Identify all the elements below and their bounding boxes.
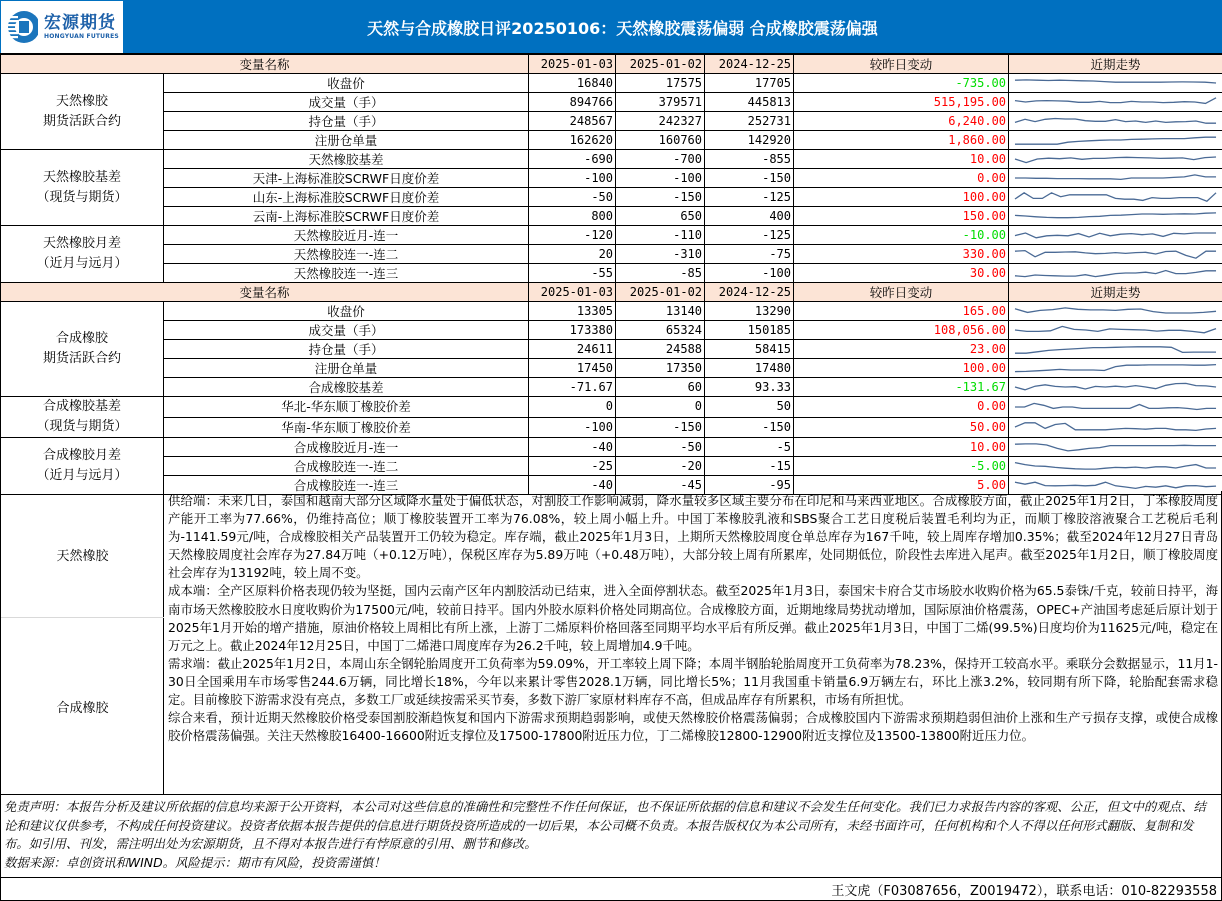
value-date-1: 20 — [529, 245, 616, 264]
value-date-1: -100 — [529, 169, 616, 188]
cost-paragraph: 成本端：全产区原料价格表现仍较为坚挺，国内云南产区年内割胶活动已结束，进入全面停割状态。截至2025年1月3日，泰国宋卡府合艾市场胶水收购价格为65.5泰铢/千克，较前日持平，海南市场天然橡胶胶水日度收购价为17500元/吨，较前日持平。国内外胶水原料价格处同期高位。合成橡胶方面，近期地缘局势扰动增加，国际原油价格震荡，OPEC+产油国考虑延后原计划于2025年1月开始的增产措施，原油价格较上周相比有所上涨，上游丁二烯原料价格回落至同期平均水平后有所反弹。截止2025年1月3日，中国丁二烯(99.5%)日度均价为11625元/吨，稳定在万元之上。截止2024年12月25日，中国丁二烯港口周度库存为26.2千吨，较上周增加4.9千吨。 — [168, 583, 1218, 653]
daily-change: 50.00 — [794, 417, 1009, 438]
trend-sparkline — [1009, 245, 1222, 264]
value-date-3: -100 — [705, 264, 794, 283]
daily-change: 30.00 — [794, 264, 1009, 283]
company-logo — [1, 1, 123, 53]
daily-change: 100.00 — [794, 359, 1009, 378]
value-date-2: 65324 — [616, 321, 705, 340]
header-trend: 近期走势 — [1009, 55, 1222, 74]
value-date-2: 379571 — [616, 93, 705, 112]
value-date-2: 24588 — [616, 340, 705, 359]
trend-sparkline — [1009, 226, 1222, 245]
value-date-2: -150 — [616, 188, 705, 207]
value-date-1: -120 — [529, 226, 616, 245]
value-date-1: 17450 — [529, 359, 616, 378]
commentary-text — [165, 491, 1221, 794]
variable-name: 天津-上海标准胶SCRWF日度价差 — [164, 169, 529, 188]
value-date-3: -15 — [705, 457, 794, 476]
daily-change: 10.00 — [794, 150, 1009, 169]
daily-change: 150.00 — [794, 207, 1009, 226]
table-row — [1, 359, 1222, 378]
daily-change: 0.00 — [794, 169, 1009, 188]
value-date-2: 17350 — [616, 359, 705, 378]
variable-name: 天然橡胶连一-连三 — [164, 264, 529, 283]
group-label: 天然橡胶基差 （现货与期货） — [1, 150, 164, 226]
value-date-2: -50 — [616, 438, 705, 457]
table-row — [1, 245, 1222, 264]
header-date-1: 2025-01-03 — [529, 283, 616, 302]
variable-name: 成交量（手） — [164, 93, 529, 112]
group-label: 合成橡胶月差 （近月与远月） — [1, 438, 164, 495]
trend-sparkline — [1009, 359, 1222, 378]
variable-name: 持仓量（手） — [164, 340, 529, 359]
logo-english-name: HONGYUAN FUTURES — [44, 33, 119, 40]
data-source-text: 数据来源：卓创资讯和WIND。风险提示：期市有风险，投资需谨慎！ — [4, 854, 386, 870]
table-row — [1, 378, 1222, 397]
variable-name: 华北-华东顺丁橡胶价差 — [164, 397, 529, 418]
header-date-1: 2025-01-03 — [529, 55, 616, 74]
commentary-label-synthetic: 合成橡胶 — [56, 700, 109, 716]
table-row — [1, 112, 1222, 131]
daily-change: 23.00 — [794, 340, 1009, 359]
trend-sparkline — [1009, 397, 1222, 418]
value-date-3: 58415 — [705, 340, 794, 359]
daily-change: 165.00 — [794, 302, 1009, 321]
value-date-2: -85 — [616, 264, 705, 283]
table-row — [1, 397, 1222, 418]
value-date-1: 24611 — [529, 340, 616, 359]
table-row — [1, 169, 1222, 188]
value-date-3: -75 — [705, 245, 794, 264]
value-date-2: 60 — [616, 378, 705, 397]
value-date-1: 800 — [529, 207, 616, 226]
trend-sparkline — [1009, 340, 1222, 359]
variable-name: 云南-上海标准胶SCRWF日度价差 — [164, 207, 529, 226]
value-date-1: 13305 — [529, 302, 616, 321]
variable-name: 合成橡胶基差 — [164, 378, 529, 397]
logo-chinese-name: 宏源期货 — [44, 13, 116, 33]
daily-change: -10.00 — [794, 226, 1009, 245]
demand-paragraph: 需求端：截止2025年1月2日，本周山东全钢轮胎周度开工负荷率为59.09%，开工率较上周下降；本周半钢胎轮胎周度开工负荷率为78.23%，保持开工较高水平。乘联分会数据显示，11月1-30日全国乘用车市场零售244.6万辆，同比增长18%，今年以来累计零售2028.1万辆，同比增长5%；11月我国重卡销量6.9万辆左右，环比上涨3.2%，较同期有所下降，轮胎配套需求稳定。目前橡胶下游需求没有亮点，多数工厂或延续按需采买节奏，多数下游厂家原材料库存不高，但成品库存有所累积，市场有所担忧。 — [168, 655, 1218, 708]
header-date-2: 2025-01-02 — [616, 55, 705, 74]
header-change: 较昨日变动 — [794, 55, 1009, 74]
value-date-1: -100 — [529, 417, 616, 438]
value-date-2: 13140 — [616, 302, 705, 321]
table-row — [1, 207, 1222, 226]
value-date-3: 252731 — [705, 112, 794, 131]
header-date-3: 2024-12-25 — [705, 55, 794, 74]
commentary-label-natural: 天然橡胶 — [1, 491, 164, 618]
header-trend: 近期走势 — [1009, 283, 1222, 302]
daily-change: 100.00 — [794, 188, 1009, 207]
trend-sparkline — [1009, 378, 1222, 397]
variable-name: 注册仓单量 — [164, 131, 529, 150]
value-date-2: 650 — [616, 207, 705, 226]
table-row — [1, 438, 1222, 457]
daily-change: 108,056.00 — [794, 321, 1009, 340]
trend-sparkline — [1009, 457, 1222, 476]
value-date-3: -95 — [705, 476, 794, 495]
variable-name: 持仓量（手） — [164, 112, 529, 131]
trend-sparkline — [1009, 417, 1222, 438]
value-date-3: -125 — [705, 188, 794, 207]
value-date-1: -40 — [529, 476, 616, 495]
header-change: 较昨日变动 — [794, 283, 1009, 302]
value-date-2: -45 — [616, 476, 705, 495]
trend-sparkline — [1009, 169, 1222, 188]
variable-name: 合成橡胶近月-连一 — [164, 438, 529, 457]
value-date-2: 17575 — [616, 74, 705, 93]
value-date-2: -310 — [616, 245, 705, 264]
table-row — [1, 321, 1222, 340]
value-date-3: 50 — [705, 397, 794, 418]
value-date-2: -150 — [616, 417, 705, 438]
group-label: 合成橡胶基差 （现货与期货） — [1, 397, 164, 438]
value-date-2: -110 — [616, 226, 705, 245]
variable-name: 山东-上海标准胶SCRWF日度价差 — [164, 188, 529, 207]
trend-sparkline — [1009, 321, 1222, 340]
commentary-section — [0, 491, 1222, 795]
trend-sparkline — [1009, 264, 1222, 283]
header-date-3: 2024-12-25 — [705, 283, 794, 302]
variable-name: 华南-华东顺丁橡胶价差 — [164, 417, 529, 438]
value-date-3: 17705 — [705, 74, 794, 93]
report-header — [0, 0, 1222, 54]
value-date-3: -150 — [705, 417, 794, 438]
header-variable-name: 变量名称 — [1, 55, 529, 74]
value-date-1: -55 — [529, 264, 616, 283]
value-date-1: 248567 — [529, 112, 616, 131]
value-date-3: 17480 — [705, 359, 794, 378]
variable-name: 收盘价 — [164, 74, 529, 93]
daily-change: 0.00 — [794, 397, 1009, 418]
disclaimer-section — [0, 795, 1222, 878]
report-title: 天然与合成橡胶日评20250106：天然橡胶震荡偏弱 合成橡胶震荡偏强 — [367, 18, 878, 38]
trend-sparkline — [1009, 150, 1222, 169]
value-date-1: 0 — [529, 397, 616, 418]
table-row — [1, 93, 1222, 112]
variable-name: 注册仓单量 — [164, 359, 529, 378]
value-date-1: 173380 — [529, 321, 616, 340]
value-date-1: -690 — [529, 150, 616, 169]
variable-name: 天然橡胶近月-连一 — [164, 226, 529, 245]
trend-sparkline — [1009, 188, 1222, 207]
variable-name: 收盘价 — [164, 302, 529, 321]
value-date-2: -100 — [616, 169, 705, 188]
column-header-row — [1, 283, 1222, 302]
value-date-3: -5 — [705, 438, 794, 457]
table-row — [1, 74, 1222, 93]
table-row — [1, 417, 1222, 438]
table-row — [1, 188, 1222, 207]
trend-sparkline — [1009, 93, 1222, 112]
value-date-1: 162620 — [529, 131, 616, 150]
header-date-2: 2025-01-02 — [616, 283, 705, 302]
table-row — [1, 226, 1222, 245]
daily-change: 1,860.00 — [794, 131, 1009, 150]
value-date-2: -700 — [616, 150, 705, 169]
value-date-2: 160760 — [616, 131, 705, 150]
group-label: 天然橡胶 期货活跃合约 — [1, 74, 164, 150]
value-date-3: 13290 — [705, 302, 794, 321]
logo-icon — [6, 7, 38, 47]
variable-name: 合成橡胶连一-连二 — [164, 457, 529, 476]
value-date-2: 0 — [616, 397, 705, 418]
column-header-row — [1, 55, 1222, 74]
table-row — [1, 150, 1222, 169]
variable-name: 合成橡胶连一-连三 — [164, 476, 529, 495]
value-date-1: -25 — [529, 457, 616, 476]
daily-change: -131.67 — [794, 378, 1009, 397]
value-date-1: 16840 — [529, 74, 616, 93]
value-date-3: 93.33 — [705, 378, 794, 397]
value-date-2: 242327 — [616, 112, 705, 131]
disclaimer-text: 免责声明：本报告分析及建议所依据的信息均来源于公开资料，本公司对这些信息的准确性和完整性不作任何保证，也不保证所依据的信息和建议不会发生任何变化。我们已力求报告内容的客观、公正，但文中的观点、结论和建议仅供参考，不构成任何投资建议。投资者依据本报告提供的信息进行期货投资所造成的一切后果，本公司概不负责。本报告版权仅为本公司所有，未经书面许可，任何机构和个人不得以任何形式翻版、复制和发布。如引用、刊发，需注明出处为宏源期货，且不得对本报告进行有悖原意的引用、删节和修改。 — [4, 799, 1206, 851]
value-date-1: -71.67 — [529, 378, 616, 397]
variable-name: 天然橡胶基差 — [164, 150, 529, 169]
daily-change: -5.00 — [794, 457, 1009, 476]
value-date-2: -20 — [616, 457, 705, 476]
value-date-3: -855 — [705, 150, 794, 169]
value-date-3: 445813 — [705, 93, 794, 112]
table-row — [1, 131, 1222, 150]
value-date-1: -40 — [529, 438, 616, 457]
value-date-3: -125 — [705, 226, 794, 245]
table-row — [1, 340, 1222, 359]
value-date-1: 894766 — [529, 93, 616, 112]
table-row — [1, 302, 1222, 321]
group-label: 天然橡胶月差 （近月与远月） — [1, 226, 164, 283]
group-label: 合成橡胶 期货活跃合约 — [1, 302, 164, 397]
trend-sparkline — [1009, 112, 1222, 131]
daily-change: 330.00 — [794, 245, 1009, 264]
supply-paragraph: 供给端：未来几日，泰国和越南大部分区域降水量处于偏低状态，对割胶工作影响减弱，降水量较多区域主要分布在印尼和马来西亚地区。合成橡胶方面，截止2025年1月2日，丁苯橡胶周度产能开工率为77.66%，仍维持高位；顺丁橡胶装置开工率为76.08%，较上周小幅上升。中国丁苯橡胶乳液和SBS聚合工艺日度税后装置毛利均为正，而顺丁橡胶溶液聚合工艺税后毛利为-1141.59元/吨，合成橡胶相关产品装置开工仍较为稳定。库存端，截止2025年1月3日，上期所天然橡胶周度仓单总库存为167千吨，较上周库存增加0.35%；截至2024年12月27日青岛天然橡胶周度社会库存为27.84万吨（+0.12万吨），保税区库存为5.89万吨（+0.48万吨），大部分较上周有所累库，处同期低位，阶段性去库进入尾声。截至2025年1月2日，顺丁橡胶周度社会库存为13192吨，较上周不变。 — [168, 493, 1218, 581]
value-date-3: -150 — [705, 169, 794, 188]
trend-sparkline — [1009, 207, 1222, 226]
header-variable-name: 变量名称 — [1, 283, 529, 302]
value-date-3: 142920 — [705, 131, 794, 150]
trend-sparkline — [1009, 438, 1222, 457]
trend-sparkline — [1009, 302, 1222, 321]
table-row — [1, 264, 1222, 283]
value-date-3: 150185 — [705, 321, 794, 340]
value-date-1: -50 — [529, 188, 616, 207]
daily-change: 515,195.00 — [794, 93, 1009, 112]
variable-name: 天然橡胶连一-连二 — [164, 245, 529, 264]
daily-change: 6,240.00 — [794, 112, 1009, 131]
table-row — [1, 457, 1222, 476]
data-table — [0, 54, 1222, 495]
summary-paragraph: 综合来看，预计近期天然橡胶价格受泰国割胶渐趋恢复和国内下游需求预期趋弱影响，或使天然橡胶价格震荡偏弱；合成橡胶国内下游需求预期趋弱但油价上涨和生产亏损存支撑，或使合成橡胶价格震荡偏强。关注天然橡胶16400-16600附近支撑位及17500-17800附近压力位，丁二烯橡胶12800-12900附近支撑位及13500-13800附近压力位。 — [168, 710, 1218, 744]
trend-sparkline — [1009, 74, 1222, 93]
author-contact: 王文虎（F03087656，Z0019472），联系电话：010-82293558 — [0, 878, 1222, 901]
trend-sparkline — [1009, 131, 1222, 150]
value-date-3: 400 — [705, 207, 794, 226]
variable-name: 成交量（手） — [164, 321, 529, 340]
daily-change: 10.00 — [794, 438, 1009, 457]
daily-change: -735.00 — [794, 74, 1009, 93]
daily-change: 5.00 — [794, 476, 1009, 495]
